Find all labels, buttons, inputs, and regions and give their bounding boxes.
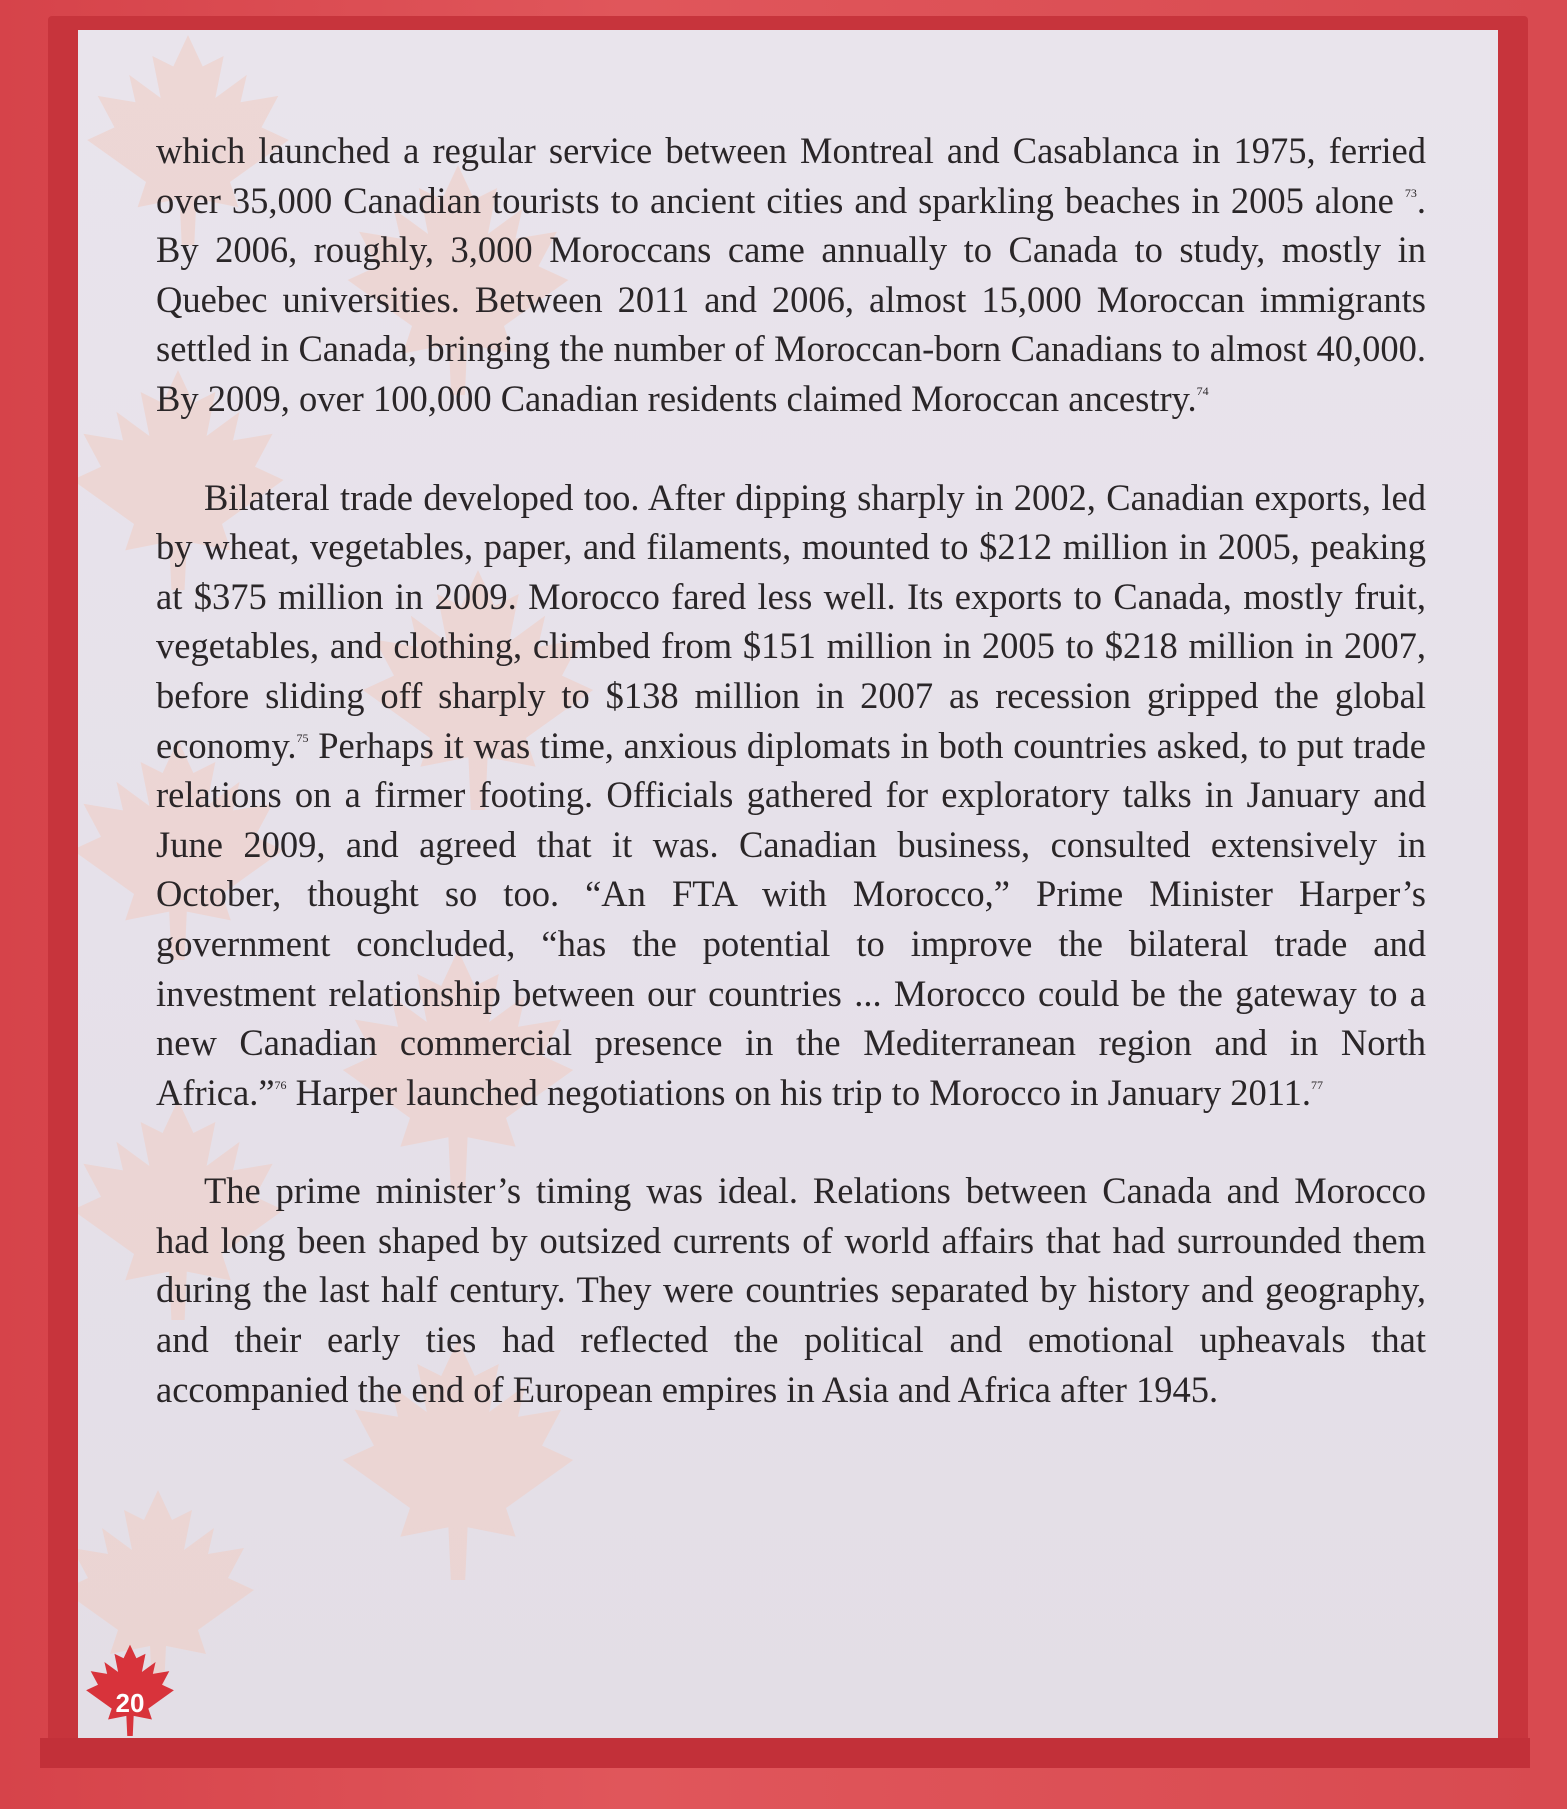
paragraph xyxy=(156,1166,1426,1414)
paragraph-text: Bilateral trade developed too. After dipping sharply in 2002, Canadian exports, led by wheat, vegetables, paper, and filaments, mounted to $212 million in 2005, peaking at $375 million in 2009. Morocco fared less well. Its exports to Canada, mostly fruit, vegetables, and clothing, climbed from $151 million in 2005 to $218 million in 2007, before sliding off sharply to $138 million in 2007 as recession gripped the global economy. xyxy=(156,476,1426,766)
paragraph-text: which launched a regular service between Montreal and Casablanca in 1975, ferried over 35,000 Canadian tourists to ancient cities and sparkling beaches in 2005 alone xyxy=(156,130,1426,221)
footnote-marker: 73 xyxy=(1404,185,1417,200)
paragraph xyxy=(156,473,1426,1118)
footnote-marker: 77 xyxy=(1311,1077,1324,1092)
paragraph-text: Perhaps it was time, anxious diplomats in both countries asked, to put trade relations on a firmer footing. Officials gathered for exploratory talks in January and June 2009, and agreed that it was. Canadian business, consulted extensively in October, thought so too. “An FTA with Morocco,” Prime Minister Harper’s government concluded, “has the potential to improve the bilateral trade and investment relationship between our countries ... Morocco could be the gateway to a new Canadian commercial presence in the Mediterranean region and in North Africa.” xyxy=(156,724,1426,1113)
paragraph xyxy=(156,126,1426,424)
page-folio xyxy=(78,1640,182,1736)
paragraph-text: Harper launched negotiations on his trip to Morocco in January 2011. xyxy=(286,1071,1312,1113)
paragraph-text: The prime minister’s timing was ideal. Relations between Canada and Morocco had long been shaped by outsized currents of world affairs that had surrounded them during the last half century. They were countries separated by history and geography, and their early ties had reflected the political and emotional upheavals that accompanied the end of European empires in Asia and Africa after 1945. xyxy=(156,1170,1426,1410)
footnote-marker: 75 xyxy=(296,730,309,745)
footnote-marker: 76 xyxy=(274,1077,287,1092)
page-number: 20 xyxy=(115,1688,145,1718)
page-bottom-edge xyxy=(40,1738,1530,1768)
body-text xyxy=(156,126,1426,1463)
footnote-marker: 74 xyxy=(1196,383,1209,398)
paragraph-text: . By 2006, roughly, 3,000 Moroccans came annually to Canada to study, mostly in Quebec universities. Between 2011 and 2006, almost 15,000 Moroccan immigrants settled in Canada, bringing the number of Moroccan-born Canadians to almost 40,000. By 2009, over 100,000 Canadian residents claimed Moroccan ancestry. xyxy=(156,179,1426,419)
